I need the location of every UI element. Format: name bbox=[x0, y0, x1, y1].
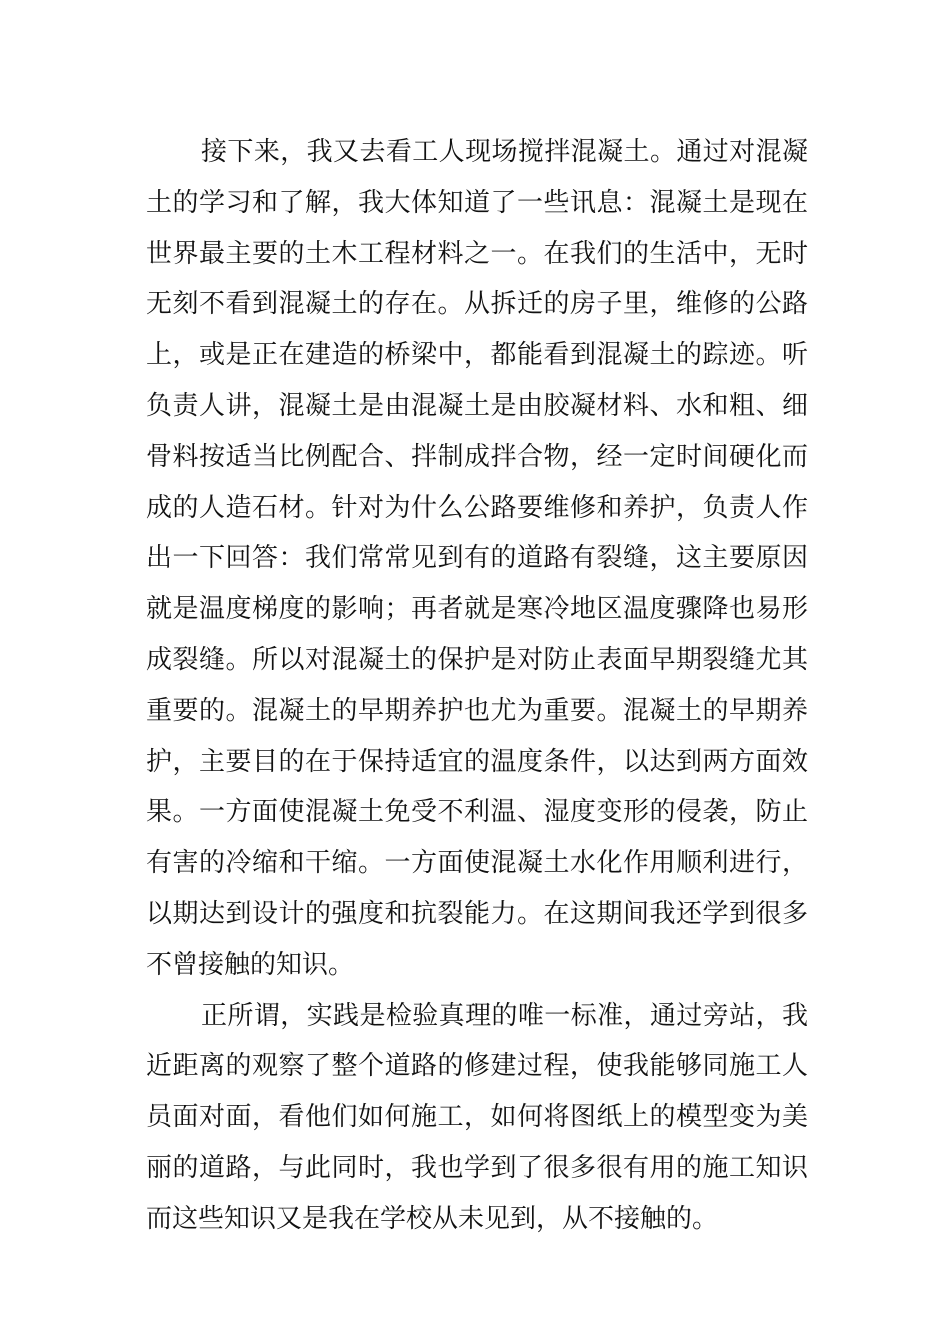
text-line: 就是温度梯度的影响；再者就是寒冷地区温度骤降也易形 bbox=[146, 594, 808, 625]
text-line: 以期达到设计的强度和抗裂能力。在这期间我还学到很多 bbox=[146, 898, 808, 929]
text-line: 果。一方面使混凝土免受不利温、湿度变形的侵袭，防止 bbox=[146, 797, 808, 828]
text-line: 丽的道路，与此同时，我也学到了很多很有用的施工知识 bbox=[146, 1152, 808, 1183]
text-line: 接下来，我又去看工人现场搅拌混凝土。通过对混凝 bbox=[201, 137, 808, 167]
text-line: 正所谓，实践是检验真理的唯一标准，通过旁站，我 bbox=[201, 1000, 808, 1031]
text-line: 近距离的观察了整个道路的修建过程，使我能够同施工人 bbox=[146, 1051, 808, 1082]
text-line: 负责人讲，混凝土是由混凝土是由胶凝材料、水和粗、细 bbox=[146, 390, 808, 421]
paragraph-2 bbox=[146, 991, 808, 1245]
text-line: 出一下回答：我们常常见到有的道路有裂缝，这主要原因 bbox=[146, 543, 808, 574]
text-line: 成的人造石材。针对为什么公路要维修和养护，负责人作 bbox=[146, 492, 808, 523]
paragraph-1 bbox=[146, 127, 808, 991]
text-line: 无刻不看到混凝土的存在。从拆迁的房子里，维修的公路 bbox=[146, 289, 808, 320]
text-line: 重要的。混凝土的早期养护也尤为重要。混凝土的早期养 bbox=[146, 695, 808, 726]
text-line: 骨料按适当比例配合、拌制成拌合物，经一定时间硬化而 bbox=[146, 441, 808, 472]
text-line: 有害的冷缩和干缩。一方面使混凝土水化作用顺利进行， bbox=[146, 848, 808, 879]
text-line: 上，或是正在建造的桥梁中，都能看到混凝土的踪迹。听 bbox=[146, 340, 808, 371]
text-line: 而这些知识又是我在学校从未见到，从不接触的。 bbox=[146, 1203, 719, 1234]
body-text bbox=[146, 127, 808, 1245]
text-line: 世界最主要的土木工程材料之一。在我们的生活中，无时 bbox=[146, 238, 808, 269]
text-line: 土的学习和了解，我大体知道了一些讯息：混凝土是现在 bbox=[146, 187, 808, 218]
text-line: 护，主要目的在于保持适宜的温度条件，以达到两方面效 bbox=[146, 746, 808, 777]
text-line: 不曾接触的知识。 bbox=[146, 949, 355, 980]
text-line: 成裂缝。所以对混凝土的保护是对防止表面早期裂缝尤其 bbox=[146, 644, 808, 675]
text-line: 员面对面，看他们如何施工，如何将图纸上的模型变为美 bbox=[146, 1102, 808, 1133]
